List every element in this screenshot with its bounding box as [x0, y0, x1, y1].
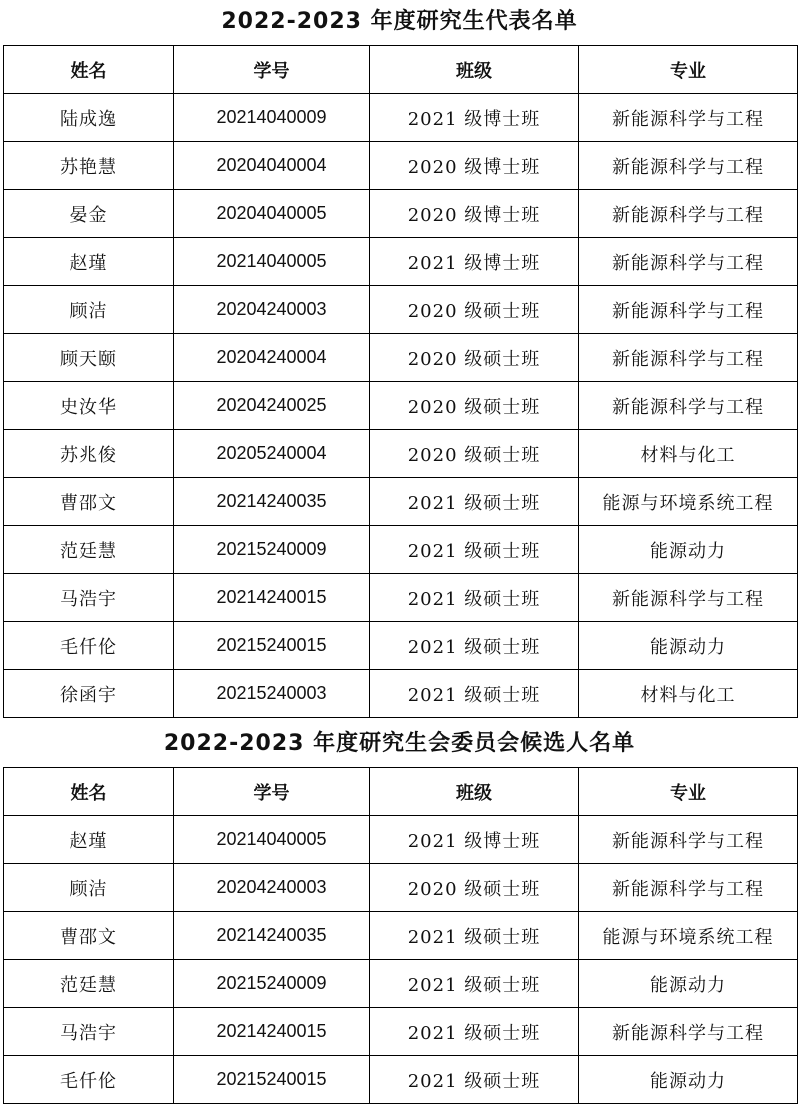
cell-name: 曹邵文: [4, 912, 174, 960]
table-row: [4, 622, 798, 670]
cell-student-id: 20204040005: [174, 190, 370, 238]
cell-student-id: 20205240004: [174, 430, 370, 478]
cell-student-id: 20204240003: [174, 286, 370, 334]
cell-name: 毛仟伦: [4, 1056, 174, 1104]
representatives-title: 2022-2023 年度研究生代表名单: [221, 9, 578, 34]
cell-major: 新能源科学与工程: [579, 1008, 798, 1056]
cell-major: 新能源科学与工程: [579, 574, 798, 622]
cell-class: 2021 级博士班: [370, 238, 579, 286]
table-row: [4, 334, 798, 382]
table-row: [4, 1008, 798, 1056]
cell-name: 史汝华: [4, 382, 174, 430]
cell-class: 2021 级硕士班: [370, 1008, 579, 1056]
cell-name: 毛仟伦: [4, 622, 174, 670]
cell-name: 赵瑾: [4, 816, 174, 864]
cell-major: 新能源科学与工程: [579, 864, 798, 912]
committee-candidates-table: [3, 767, 798, 1104]
cell-student-id: 20214240035: [174, 478, 370, 526]
cell-class: 2021 级硕士班: [370, 526, 579, 574]
cell-student-id: 20204040004: [174, 142, 370, 190]
cell-name: 苏艳慧: [4, 142, 174, 190]
cell-major: 材料与化工: [579, 670, 798, 718]
table-row: [4, 382, 798, 430]
column-header-student-id: 学号: [174, 46, 370, 94]
cell-name: 范廷慧: [4, 960, 174, 1008]
cell-major: 新能源科学与工程: [579, 382, 798, 430]
column-header-name: 姓名: [4, 46, 174, 94]
table-row: [4, 864, 798, 912]
cell-class: 2021 级硕士班: [370, 478, 579, 526]
cell-name: 苏兆俊: [4, 430, 174, 478]
table-row: [4, 526, 798, 574]
cell-class: 2021 级博士班: [370, 94, 579, 142]
column-header-class: 班级: [370, 46, 579, 94]
table-row: [4, 574, 798, 622]
table-row: [4, 238, 798, 286]
cell-class: 2020 级博士班: [370, 190, 579, 238]
cell-class: 2021 级硕士班: [370, 1056, 579, 1104]
cell-major: 新能源科学与工程: [579, 286, 798, 334]
column-header-name: 姓名: [4, 768, 174, 816]
cell-class: 2021 级博士班: [370, 816, 579, 864]
table-row: [4, 478, 798, 526]
cell-name: 范廷慧: [4, 526, 174, 574]
cell-class: 2020 级硕士班: [370, 286, 579, 334]
cell-class: 2020 级硕士班: [370, 864, 579, 912]
table-row: [4, 142, 798, 190]
table-row: [4, 670, 798, 718]
cell-major: 能源动力: [579, 526, 798, 574]
cell-student-id: 20215240009: [174, 960, 370, 1008]
cell-class: 2021 级硕士班: [370, 912, 579, 960]
table-row: [4, 960, 798, 1008]
cell-major: 材料与化工: [579, 430, 798, 478]
cell-major: 能源与环境系统工程: [579, 478, 798, 526]
table-row: [4, 430, 798, 478]
cell-student-id: 20214040009: [174, 94, 370, 142]
cell-name: 顾洁: [4, 864, 174, 912]
table-header-row: [4, 768, 798, 816]
cell-student-id: 20204240003: [174, 864, 370, 912]
cell-student-id: 20214040005: [174, 238, 370, 286]
cell-student-id: 20214040005: [174, 816, 370, 864]
table-header-row: [4, 46, 798, 94]
table-row: [4, 94, 798, 142]
representatives-table: [3, 45, 798, 718]
column-header-class: 班级: [370, 768, 579, 816]
cell-major: 新能源科学与工程: [579, 238, 798, 286]
cell-name: 曹邵文: [4, 478, 174, 526]
cell-class: 2021 级硕士班: [370, 670, 579, 718]
table-row: [4, 190, 798, 238]
cell-major: 新能源科学与工程: [579, 334, 798, 382]
cell-name: 顾洁: [4, 286, 174, 334]
cell-class: 2021 级硕士班: [370, 622, 579, 670]
cell-name: 陆成逸: [4, 94, 174, 142]
cell-student-id: 20214240035: [174, 912, 370, 960]
table-row: [4, 286, 798, 334]
column-header-major: 专业: [579, 46, 798, 94]
cell-major: 能源动力: [579, 622, 798, 670]
cell-class: 2021 级硕士班: [370, 574, 579, 622]
column-header-student-id: 学号: [174, 768, 370, 816]
cell-major: 新能源科学与工程: [579, 94, 798, 142]
cell-class: 2020 级硕士班: [370, 430, 579, 478]
column-header-major: 专业: [579, 768, 798, 816]
cell-student-id: 20214240015: [174, 574, 370, 622]
table-row: [4, 912, 798, 960]
cell-major: 新能源科学与工程: [579, 190, 798, 238]
cell-name: 顾天颐: [4, 334, 174, 382]
cell-student-id: 20215240015: [174, 622, 370, 670]
cell-major: 新能源科学与工程: [579, 816, 798, 864]
cell-student-id: 20215240015: [174, 1056, 370, 1104]
cell-major: 新能源科学与工程: [579, 142, 798, 190]
cell-name: 马浩宇: [4, 1008, 174, 1056]
cell-major: 能源动力: [579, 1056, 798, 1104]
cell-class: 2020 级博士班: [370, 142, 579, 190]
cell-student-id: 20215240003: [174, 670, 370, 718]
committee-candidates-title: 2022-2023 年度研究生会委员会候选人名单: [163, 731, 636, 756]
table-row: [4, 1056, 798, 1104]
cell-major: 能源动力: [579, 960, 798, 1008]
cell-name: 徐函宇: [4, 670, 174, 718]
cell-class: 2020 级硕士班: [370, 334, 579, 382]
cell-student-id: 20215240009: [174, 526, 370, 574]
cell-major: 能源与环境系统工程: [579, 912, 798, 960]
cell-name: 赵瑾: [4, 238, 174, 286]
table-row: [4, 816, 798, 864]
cell-class: 2021 级硕士班: [370, 960, 579, 1008]
cell-student-id: 20204240004: [174, 334, 370, 382]
cell-student-id: 20204240025: [174, 382, 370, 430]
cell-name: 马浩宇: [4, 574, 174, 622]
cell-class: 2020 级硕士班: [370, 382, 579, 430]
cell-name: 晏金: [4, 190, 174, 238]
cell-student-id: 20214240015: [174, 1008, 370, 1056]
